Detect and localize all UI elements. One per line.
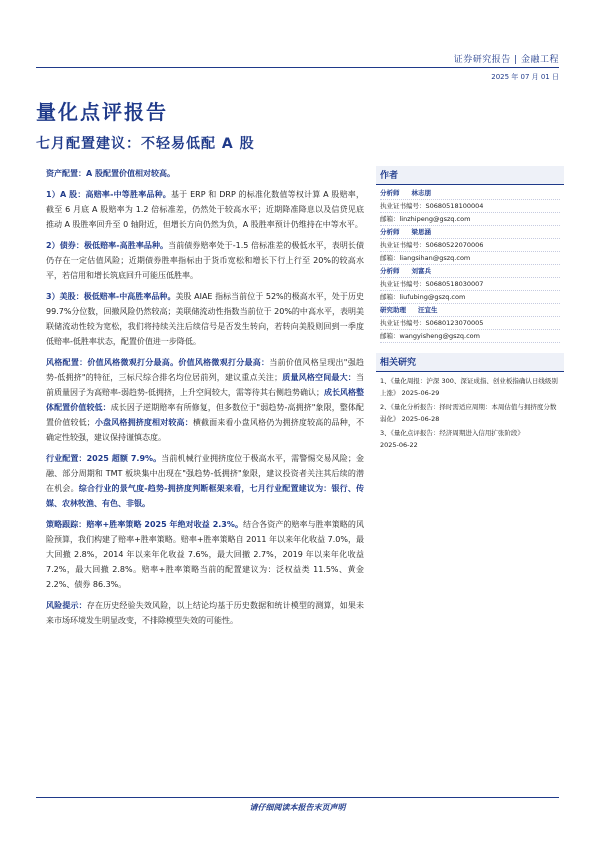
paragraph-text: 当前质量因子为高赔率-弱趋势-低拥挤，上升空间较大，需等待其右侧趋势确认；: [46, 373, 364, 397]
paragraph-text: 存在历史经验失效风险，以上结论均基于历史数据和统计模型的测算，如果未来市场环境发生明显改变，不排除模型失效的可能性。: [46, 601, 365, 625]
paragraph-industry: [46, 451, 364, 511]
license-number: S0680518030007: [425, 280, 484, 288]
paragraph-text: 横截面来看小盘风格仍为拥挤度较高的品种，不确定性较强，建议保持谨慎态度。: [46, 418, 365, 442]
email-label: 邮箱：: [380, 293, 400, 301]
author-name: 林志朋: [411, 189, 431, 197]
email-label: 邮箱：: [380, 215, 400, 223]
paragraph-lead: 风格配置：价值风格微观打分最高。: [46, 358, 179, 367]
paragraph-lead: 风险提示：: [46, 601, 87, 610]
author-role: 分析师: [380, 228, 400, 236]
author-role: 分析师: [380, 189, 400, 197]
paragraph-emphasis: 综合行业的景气度-趋势-拥挤度判断框架来看，七月行业配置建议为：银行、传媒、农林牧渔、有色、非银。: [46, 484, 365, 508]
paragraph-emphasis: 价值风格微观打分最高：: [178, 358, 270, 367]
related-title[interactable]: 3、《量化点评报告：经济周期进入信用扩张阶段》: [380, 429, 524, 437]
paragraph-text: 基于 ERP 和 DRP 的标准化数值等权计算 A 股赔率，截至 6 月底 A 股赔率为 1.2 倍标准差，仍然处于较高水平；近期降准降息以及信贷见底推动 A 股胜率回升至 0 轴附近，但增长方向仍然为负，A 股胜率预计仍维持在中等水平。: [46, 190, 364, 229]
author-card: [380, 265, 560, 304]
paragraph-strategy: [46, 517, 364, 592]
intro-line: [46, 166, 364, 181]
report-category: 证券研究报告 | 金融工程: [453, 55, 559, 65]
paragraph-bond: [46, 238, 364, 283]
author-email-link[interactable]: linzhipeng@gszq.com: [399, 215, 471, 223]
related-title[interactable]: 1、《量化周报：沪深 300、深证成指、创业板指确认日线级别上涨》: [380, 377, 558, 397]
author-card: [380, 304, 560, 343]
author-card: [380, 187, 560, 226]
license-number: S0680518100004: [425, 202, 484, 210]
footer-rule: [36, 797, 559, 798]
author-role: 研究助理: [380, 306, 406, 314]
paragraph-emphasis: 成长风格整体配置价值较低：: [46, 388, 364, 412]
paragraph-lead: 行业配置：2025 超额 7.9%。: [46, 454, 162, 463]
license-label: 执业证书编号：: [380, 202, 426, 210]
author-role: 分析师: [380, 267, 400, 275]
sidebar: [376, 166, 564, 453]
main-body: [46, 166, 364, 628]
author-card: [380, 226, 560, 265]
page-title: 量化点评报告: [36, 100, 168, 124]
author-email-link[interactable]: liangsihan@gszq.com: [399, 254, 471, 262]
paragraph-text: 当前债券赔率处于-1.5 倍标准差的极低水平，表明长债仍存在一定估值风险；近期债券胜率指标由于货币宽松和增长下行上行至 20%的较高水平，若信用和增长筑底回升可能压低胜率。: [46, 241, 365, 280]
page-subtitle: 七月配置建议：不轻易低配 A 股: [36, 136, 255, 152]
report-date: 2025 年 07 月 01 日: [491, 73, 559, 81]
related-item[interactable]: [380, 427, 560, 451]
license-number: S0680522070006: [425, 241, 484, 249]
author-name: 刘富兵: [411, 267, 431, 275]
authors-heading: 作者: [376, 166, 564, 185]
related-item[interactable]: [380, 375, 560, 399]
paragraph-text: 美股 AIAE 指标当前位于 52%的极高水平，处于历史 99.7%分位数，回撤风险仍然较高；美联储流动性指数当前位于 20%的中高水平，表明美联储流动性较为宽松，我们将持续关注后续信号是否发生转向，若转向美股则回到一季度低赔率-低胜率状态，配置价值进一步降低。: [46, 292, 364, 346]
license-label: 执业证书编号：: [380, 319, 426, 327]
paragraph-lead: 2）债券：极低赔率-高胜率品种。: [46, 241, 169, 250]
email-label: 邮箱：: [380, 254, 400, 262]
author-list: [376, 185, 564, 343]
paragraph-a-share: [46, 187, 364, 232]
intro-text: 资产配置：A 股配置价值相对较高。: [46, 169, 175, 178]
paragraph-lead: 1）A 股：高赔率-中等胜率品种。: [46, 190, 171, 199]
paragraph-us-stock: [46, 289, 364, 349]
paragraph-lead: 3）美股：极低赔率-中高胜率品种。: [46, 292, 176, 301]
footer-disclaimer: 请仔细阅读本报告末页声明: [249, 803, 346, 812]
paragraph-emphasis: 小盘风格拥挤度相对较高：: [94, 418, 193, 427]
paragraph-text: 当前价值风格呈现出"强趋势-低拥挤"的特征，三标尺综合排名均位居前列，建议重点关注；: [46, 358, 364, 382]
email-label: 邮箱：: [380, 332, 400, 340]
related-date: 2025-06-29: [401, 389, 440, 397]
license-number: S0680123070005: [425, 319, 484, 327]
related-title[interactable]: 2、《量化分析报告：择时需适应周期：本周估值与拥挤度分数弱化》: [380, 403, 557, 423]
paragraph-text: 成长因子逆期赔率有所修复，但多数位于"弱趋势-高拥挤"象限，整体配置价值较低；: [46, 403, 364, 427]
related-date: 2025-06-28: [401, 415, 440, 423]
license-label: 执业证书编号：: [380, 241, 426, 249]
author-name: 梁思涵: [411, 228, 431, 236]
paragraph-emphasis: 质量风格空间最大：: [282, 373, 356, 382]
paragraph-risk: [46, 598, 364, 628]
related-item[interactable]: [380, 401, 560, 425]
author-email-link[interactable]: wangyisheng@gszq.com: [399, 332, 480, 340]
related-heading: 相关研究: [376, 353, 564, 372]
paragraph-text: 当前机械行业拥挤度位于极高水平，需警惕交易风险；金融、部分周期和 TMT 板块集中出现在"强趋势-低拥挤"象限，建议投资者关注其后续的潜在机会。: [46, 454, 365, 493]
paragraph-text: 结合各资产的赔率与胜率策略的风险预算，我们构建了赔率+胜率策略。赔率+胜率策略自 2011 年以来年化收益 7.0%，最大回撤 2.8%，2014 年以来年化收益 7.6%，最大回撤 2.7%，2019 年以来年化收益 7.2%，最大回撤 2.8%。赔率+胜率策略当前的配置建议为：泛权益类 11.5%、黄金 2.2%、债券 86.3%。: [46, 520, 364, 589]
license-label: 执业证书编号：: [380, 280, 426, 288]
paragraph-style: [46, 355, 364, 445]
author-name: 汪宜生: [418, 306, 438, 314]
related-list: [376, 372, 564, 451]
related-date: 2025-06-22: [380, 441, 418, 449]
author-email-link[interactable]: liufubing@gszq.com: [399, 293, 466, 301]
paragraph-lead: 策略跟踪：赔率+胜率策略 2025 年绝对收益 2.3%。: [46, 520, 244, 529]
header-rule: [36, 67, 559, 68]
